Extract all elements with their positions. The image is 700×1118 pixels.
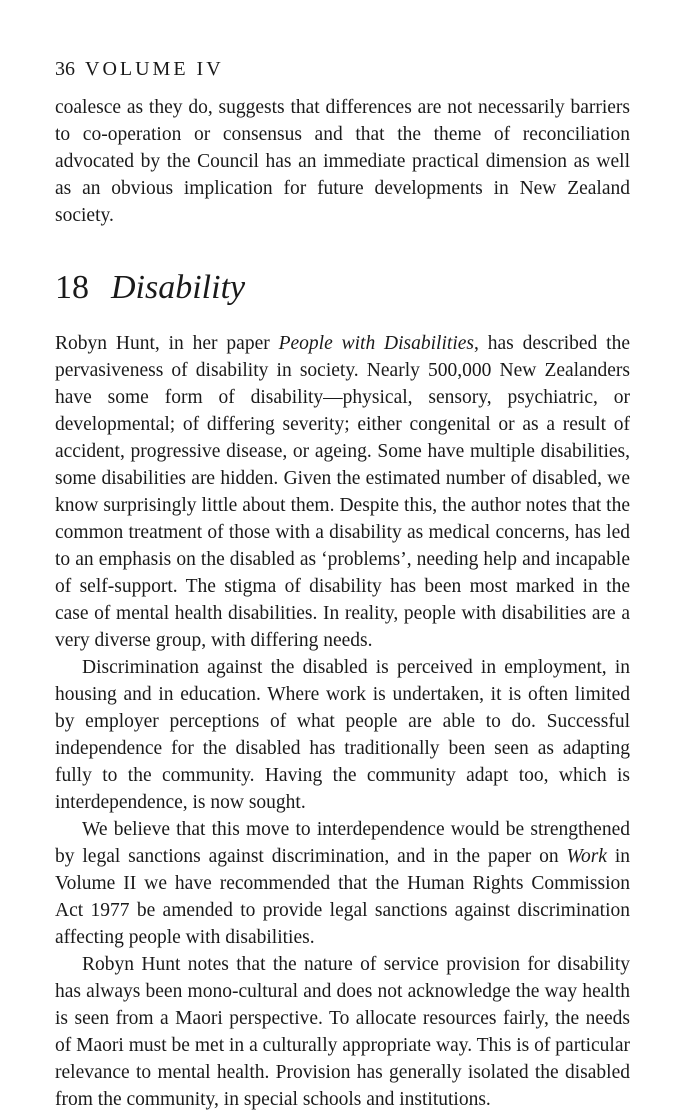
paragraph-1 bbox=[55, 330, 630, 654]
paper-title-work: Work bbox=[566, 846, 607, 867]
paragraph-3 bbox=[55, 816, 630, 951]
paragraph-2-text: Discrimination against the disabled is perceived in employment, in housing and in education. Where work is undertaken, it is often limited by employer perceptions of what people are able to do. Successful independence for the disabled has traditionally been seen as adapting fully to the community. Having the community adapt too, which is interdependence, is now sought. bbox=[55, 657, 630, 813]
paragraph-4 bbox=[55, 951, 630, 1113]
paragraph-1-text-b: , has described the pervasiveness of disability in society. Nearly 500,000 New Zealanders have some form of disability—physical, sensory, psychiatric, or developmental; of differing severity; either congenital or as a result of accident, progressive disease, or ageing. Some have multiple disabilities, some disabilities are hidden. Given the estimated number of disabled, we know surprisingly little about them. Despite this, the author notes that the common treatment of those with a disability as medical concerns, has led to an emphasis on the disabled as ‘problems’, needing help and incapable of self-support. The stigma of disability has been most marked in the case of mental health disabilities. In reality, people with disabilities are a very diverse group, with differing needs. bbox=[55, 333, 630, 651]
volume-label: VOLUME IV bbox=[85, 58, 224, 80]
chapter-heading bbox=[55, 268, 245, 308]
chapter-title: Disability bbox=[111, 269, 246, 306]
page-number: 36 bbox=[55, 58, 75, 80]
lead-paragraph-block bbox=[55, 94, 630, 229]
chapter-body bbox=[55, 330, 630, 1113]
paragraph-3-text-a: We believe that this move to interdependence would be strengthened by legal sanctions against discrimination, and in the paper on bbox=[55, 819, 630, 867]
paragraph-3-text-b: in Volume II we have recommended that the Human Rights Commission Act 1977 be amended to provide legal sanctions against discrimination affecting people with disabilities. bbox=[55, 846, 630, 948]
lead-paragraph: coalesce as they do, suggests that differences are not necessarily barriers to co-operation or consensus and that the theme of reconciliation advocated by the Council has an immediate practical dimension as well as an obvious implication for future developments in New Zealand society. bbox=[55, 97, 630, 226]
paper-title-people-with-disabilities: People with Disabilities bbox=[278, 333, 474, 354]
running-head bbox=[55, 58, 224, 81]
paragraph-2 bbox=[55, 654, 630, 816]
paragraph-4-text: Robyn Hunt notes that the nature of service provision for disability has always been mono-cultural and does not acknowledge the way health is seen from a Maori perspective. To allocate resources fairly, the needs of Maori must be met in a culturally appropriate way. This is of particular relevance to mental health. Provision has generally isolated the disabled from the community, in special schools and institutions. bbox=[55, 954, 630, 1110]
chapter-number: 18 bbox=[55, 269, 89, 306]
paragraph-1-text-a: Robyn Hunt, in her paper bbox=[55, 333, 279, 354]
